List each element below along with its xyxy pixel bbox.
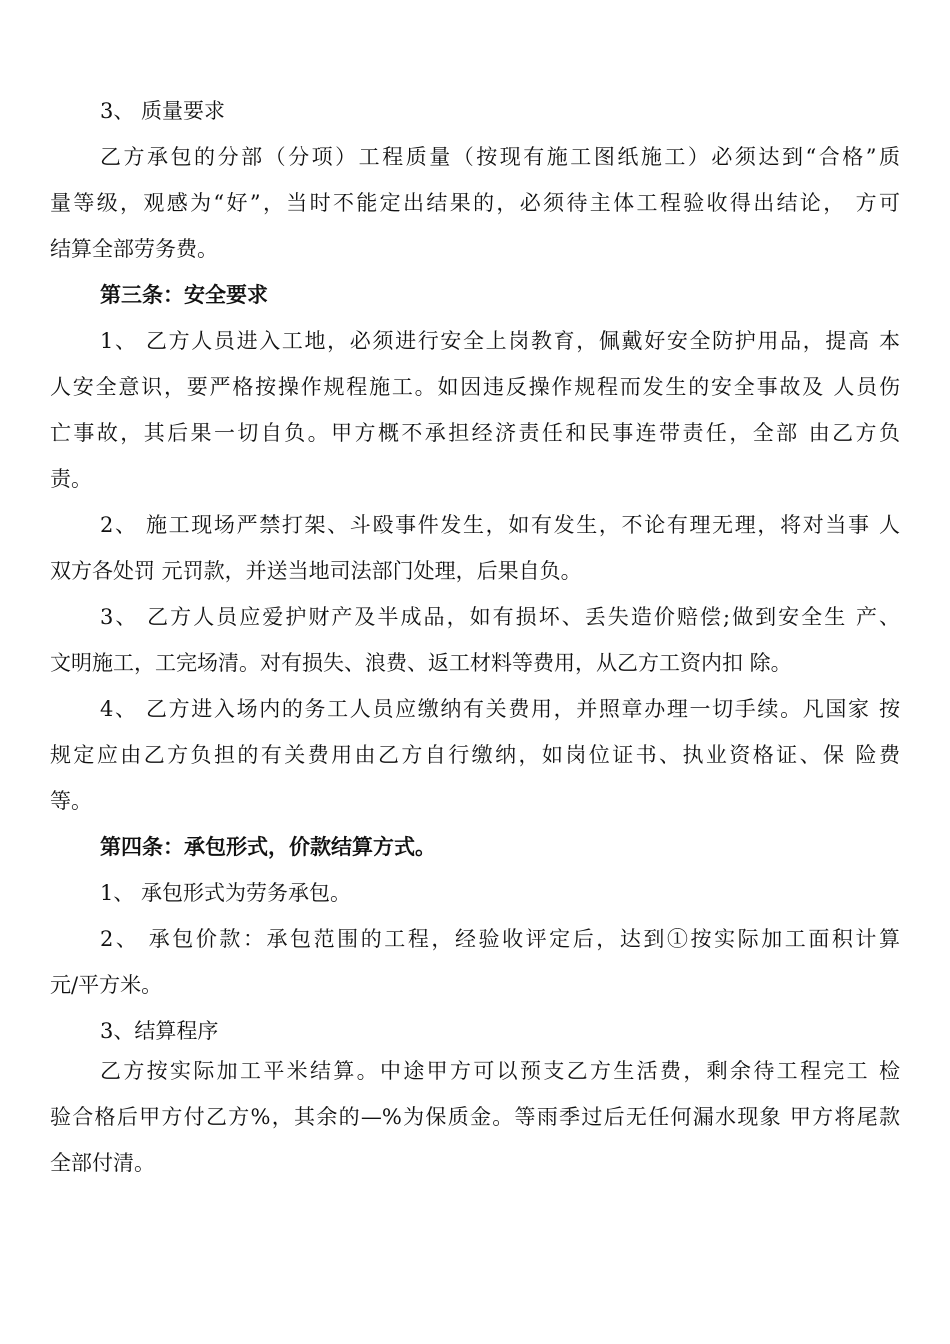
quality-heading [50,96,900,126]
article-4-item-1 [50,878,900,908]
paragraph-line: 规定应由乙方负担的有关费用由乙方自行缴纳，如岗位证书、执业资格证、保 险费 [50,743,900,767]
document-page [50,96,900,1178]
paragraph-line: 2、 承包价款：承包范围的工程，经验收评定后，达到①按实际加工面积计算 [100,927,900,951]
paragraph-line: 3、 质量要求 [100,99,226,123]
paragraph-line: 3、结算程序 [100,1019,219,1043]
paragraph-line: 量等级，观感为“好”，当时不能定出结果的，必须待主体工程验收得出结论， 方可 [50,191,900,215]
article-3-item-2 [50,510,900,586]
article-3-item-1 [50,326,900,494]
paragraph-line: 乙方按实际加工平米结算。中途甲方可以预支乙方生活费，剩余待工程完工 检 [100,1059,900,1083]
paragraph-line: 元/平方米。 [50,973,163,997]
paragraph-line: 人安全意识，要严格按操作规程施工。如因违反操作规程而发生的安全事故及 人员伤 [50,375,900,399]
paragraph-line: 全部付清。 [50,1151,155,1175]
paragraph-line: 1、 承包形式为劳务承包。 [100,881,352,905]
article-3-item-3 [50,602,900,678]
section-heading: 第三条：安全要求 [100,282,268,307]
paragraph-line: 1、 乙方人员进入工地，必须进行安全上岗教育，佩戴好安全防护用品，提高 本 [100,329,900,353]
article-3-item-4 [50,694,900,816]
article-4-item-3-body [50,1056,900,1178]
paragraph-line: 结算全部劳务费。 [50,237,218,261]
paragraph-line: 亡事故，其后果一切自负。甲方概不承担经济责任和民事连带责任，全部 由乙方负 [50,421,900,445]
paragraph-line: 双方各处罚 元罚款，并送当地司法部门处理，后果自负。 [50,559,582,583]
article-4-item-3-heading [50,1016,900,1046]
paragraph-line: 4、 乙方进入场内的务工人员应缴纳有关费用，并照章办理一切手续。凡国家 按 [100,697,900,721]
paragraph-line: 验合格后甲方付乙方%，其余的—%为保质金。等雨季过后无任何漏水现象 甲方将尾款 [50,1105,900,1129]
paragraph-line: 3、 乙方人员应爱护财产及半成品，如有损坏、丢失造价赔偿;做到安全生 产、 [100,605,900,629]
article-4-heading [50,832,900,862]
article-4-item-2 [50,924,900,1000]
paragraph-line: 文明施工，工完场清。对有损失、浪费、返工材料等费用，从乙方工资内扣 除。 [50,651,792,675]
paragraph-line: 等。 [50,789,92,813]
quality-paragraph [50,142,900,264]
article-3-heading [50,280,900,310]
paragraph-line: 乙方承包的分部（分项）工程质量（按现有施工图纸施工）必须达到“合格”质 [100,145,900,169]
section-heading: 第四条：承包形式，价款结算方式。 [100,834,436,859]
paragraph-line: 2、 施工现场严禁打架、斗殴事件发生，如有发生，不论有理无理，将对当事 人 [100,513,900,537]
paragraph-line: 责。 [50,467,92,491]
